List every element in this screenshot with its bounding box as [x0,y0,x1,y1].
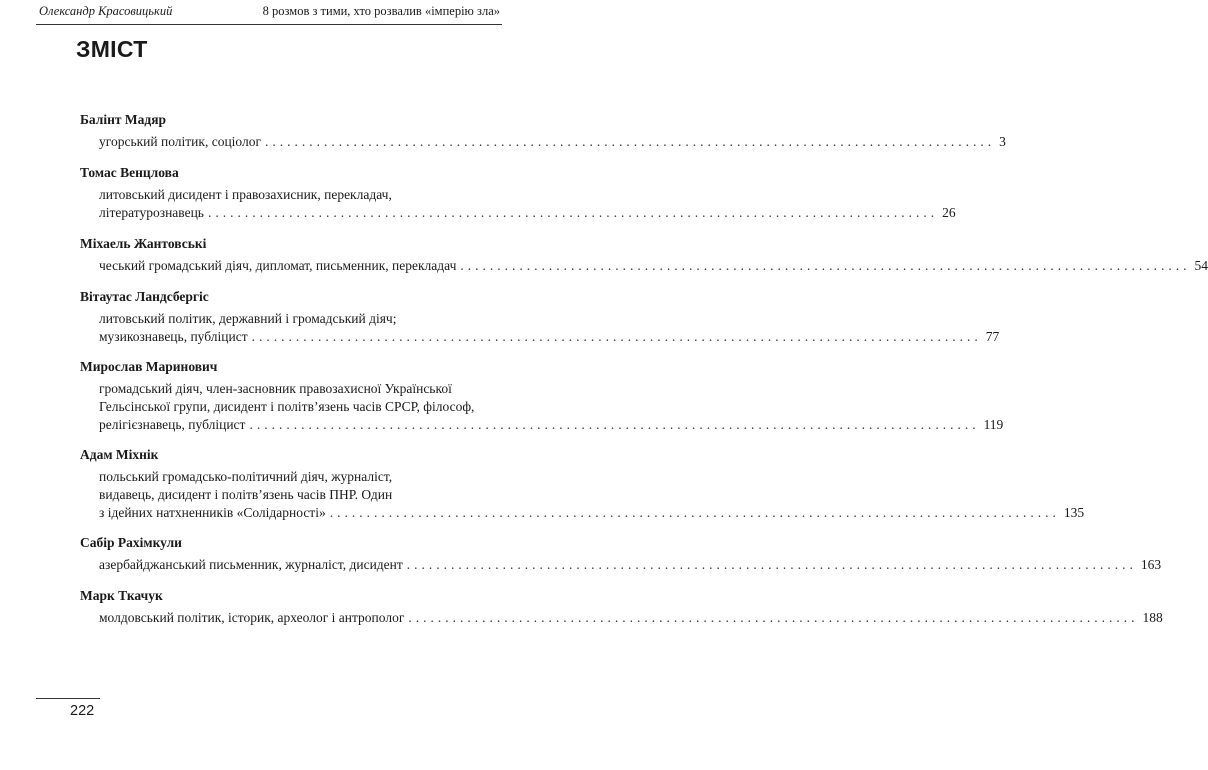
toc-entry-madiar[interactable] [80,111,1006,151]
entry-name: Балінт Мадяр [80,112,167,127]
toc-title: ЗМІСТ [76,36,148,62]
toc-entry-zhantovski[interactable] [80,235,1208,275]
entry-description-line: Гельсінської групи, дисидент і політв’язень часів СРСР, філософ, [99,399,475,414]
entry-name: Марк Ткачук [80,588,163,603]
toc-entry-michnik[interactable] [80,446,1085,522]
leader-dots: ................................................................................................... [406,557,1137,572]
entry-name: Міхаель Жантовські [80,236,207,251]
entry-name: Адам Міхнік [80,447,159,462]
entry-name: Томас Венцлова [80,165,179,180]
entry-page: 54 [1194,258,1208,273]
leader-dots: ................................................................................................... [249,417,980,432]
toc-entry-marynovych[interactable] [80,358,1004,434]
entry-description-line: музикознавець, публіцист ................................................................................................... 77 [99,329,1000,344]
running-header [39,0,500,22]
entry-description-line: угорський політик, соціолог ................................................................................................... 3 [99,134,1006,149]
footer-rule [36,698,100,699]
entry-name: Вітаутас Ландсбергіс [80,289,209,304]
entry-name: Сабір Рахімкули [80,535,182,550]
entry-description-line: видавець, дисидент і політв’язень часів ПНР. Один [99,487,393,502]
entry-description-line: молдовський політик, історик, археолог і антрополог ................................................................................................... 188 [99,610,1163,625]
entry-description-line: релігієзнавець, публіцист ................................................................................................... 119 [99,417,1004,432]
header-author: Олександр Красовицький [39,4,173,18]
entry-description-line: з ідейних натхненників «Солідарності» ................................................................................................... 135 [99,505,1085,520]
leader-dots: ................................................................................................... [207,205,939,220]
entry-name: Мирослав Маринович [80,359,218,374]
entry-description-line: громадський діяч, член-засновник правозахисної Української [99,381,452,396]
header-rule [36,24,502,25]
entry-description-line: азербайджанський письменник, журналіст, дисидент ................................................................................................... 163 [99,557,1162,572]
entry-page: 188 [1142,610,1163,625]
leader-dots: ................................................................................................... [408,610,1139,625]
entry-description-line: польський громадсько-політичний діяч, журналіст, [99,469,393,484]
entry-description-line: чеський громадський діяч, дипломат, письменник, перекладач ................................................................................................... 54 [99,258,1208,273]
entry-page: 163 [1140,557,1162,572]
header-book-title: 8 розмов з тими, хто розвалив «імперію зла» [262,4,500,18]
leader-dots: ................................................................................................... [329,505,1060,520]
leader-dots: ................................................................................................... [251,329,982,344]
toc-entry-rakhimkuly[interactable] [80,534,1162,574]
entry-page: 119 [983,417,1004,432]
leader-dots: ................................................................................................... [265,134,996,149]
entry-description-line: литовський політик, державний і громадський діяч; [99,311,397,326]
page-number: 222 [70,703,95,719]
leader-dots: ................................................................................................... [460,258,1191,273]
entry-description-line: літературознавець ................................................................................................... 26 [99,205,956,220]
entry-page: 77 [985,329,1000,344]
toc-entry-tkachuk[interactable] [80,587,1163,627]
entry-page: 26 [942,205,956,220]
entry-page: 135 [1063,505,1085,520]
entry-page: 3 [999,134,1006,149]
toc-entry-landsbergis[interactable] [80,288,1000,346]
toc-entry-ventslova[interactable] [80,164,956,222]
entry-description-line: литовський дисидент і правозахисник, перекладач, [99,187,392,202]
